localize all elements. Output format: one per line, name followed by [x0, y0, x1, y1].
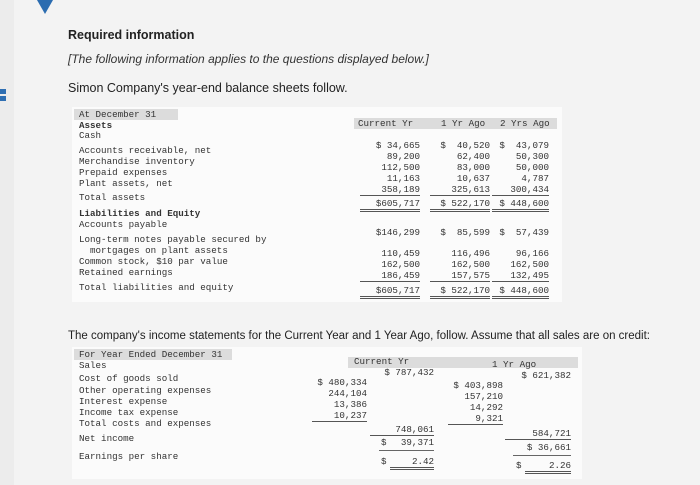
is-header-1yr: 1 Yr Ago — [492, 359, 537, 370]
bs-row-label: Accounts payable — [79, 219, 168, 230]
bs-row-label: Cash — [79, 130, 102, 141]
bs-row-label: Total assets — [79, 192, 146, 203]
bs-cell: 50,300 — [515, 151, 549, 162]
bs-cell: $ 448,600 — [492, 286, 549, 299]
bs-cell: 162,500 — [381, 259, 420, 270]
bs-cell: 96,166 — [515, 248, 549, 259]
bs-row-label: Merchandise inventory — [79, 156, 195, 167]
bs-cell: $ 448,600 — [492, 199, 549, 212]
bs-header-2yr: 2 Yrs Ago — [500, 118, 550, 129]
is-row-label: Other operating expenses — [79, 385, 212, 396]
bs-cell: $146,299 — [375, 227, 420, 238]
is-cell: 244,104 — [328, 388, 367, 399]
bs-cell: 10,637 — [456, 173, 490, 184]
bs-cell: 157,575 — [430, 271, 490, 282]
is-row-label: Total costs and expenses — [79, 418, 212, 429]
is-row-label: Interest expense — [79, 396, 168, 407]
is-cell: 14,292 — [469, 402, 503, 413]
is-cell: 2.26 — [525, 461, 571, 474]
is-cell: 2.42 — [390, 457, 434, 470]
is-cell: 10,237 — [312, 411, 367, 422]
bs-row-label: Total liabilities and equity — [79, 282, 234, 293]
bs-cell: 50,000 — [515, 162, 549, 173]
bs-cell: $ 43,079 — [499, 140, 549, 151]
is-cell-symbol: $ — [516, 460, 522, 471]
left-rail-marker — [0, 96, 6, 101]
bs-row-label: mortgages on plant assets — [90, 245, 228, 256]
is-cell-symbol: $ — [381, 437, 387, 448]
is-cell: 9,321 — [448, 414, 503, 425]
bookmark-icon[interactable] — [37, 0, 53, 14]
bs-cell: 162,500 — [451, 259, 490, 270]
is-cell: $ 403,898 — [453, 380, 503, 391]
bs-cell: 62,400 — [456, 151, 490, 162]
is-cell: 584,721 — [505, 429, 571, 440]
required-info-heading: Required information — [68, 28, 195, 42]
is-cell: 748,061 — [370, 425, 434, 436]
bs-cell: $ 522,170 — [430, 199, 490, 212]
bs-cell: 325,613 — [430, 185, 490, 196]
is-cell: 157,210 — [464, 391, 503, 402]
bs-cell: $605,717 — [360, 286, 420, 299]
info-note: [The following information applies to the questions displayed below.] — [68, 52, 429, 66]
is-cell: $ 787,432 — [384, 367, 434, 378]
bs-cell: 83,000 — [456, 162, 490, 173]
bs-cell: 112,500 — [381, 162, 420, 173]
bs-row-label: Accounts receivable, net — [79, 145, 212, 156]
bs-cell: 4,787 — [521, 173, 549, 184]
bs-row-label: Retained earnings — [79, 267, 173, 278]
bs-assets-heading: Assets — [79, 120, 113, 131]
balance-sheet-intro: Simon Company's year-end balance sheets follow. — [68, 81, 348, 95]
is-cell: $ 480,334 — [317, 377, 367, 388]
is-header-label: For Year Ended December 31 — [79, 349, 223, 360]
bs-row-label: Long-term notes payable secured by — [79, 234, 267, 245]
is-row-label: Income tax expense — [79, 407, 179, 418]
bs-cell: 186,459 — [360, 271, 420, 282]
bs-cell: $ 57,439 — [499, 227, 549, 238]
bs-cell: 116,496 — [451, 248, 490, 259]
bs-row-label: Prepaid expenses — [79, 167, 168, 178]
is-cell: 39,371 — [400, 437, 434, 448]
is-header-current: Current Yr — [354, 356, 410, 367]
left-rail — [0, 0, 14, 485]
bs-header-current: Current Yr — [358, 118, 414, 129]
bs-cell: $ 34,665 — [375, 140, 420, 151]
bs-cell: $ 85,599 — [440, 227, 490, 238]
is-row-label: Net income — [79, 433, 135, 444]
bs-cell: 132,495 — [492, 271, 549, 282]
bs-cell: 358,189 — [360, 185, 420, 196]
bs-header-label: At December 31 — [79, 109, 157, 120]
bs-cell: $605,717 — [360, 199, 420, 212]
bs-cell: 300,434 — [492, 185, 549, 196]
income-statement-intro: The company's income statements for the Current Year and 1 Year Ago, follow. Assume that all sales are on credit: — [68, 330, 650, 342]
bs-row-label: Common stock, $10 par value — [79, 256, 228, 267]
is-row-label: Sales — [79, 360, 107, 371]
is-rule — [513, 455, 571, 456]
bs-le-heading: Liabilities and Equity — [79, 208, 201, 219]
is-row-label: Earnings per share — [79, 451, 179, 462]
is-cell: $ 621,382 — [521, 370, 571, 381]
bs-row-label: Plant assets, net — [79, 178, 173, 189]
is-rule — [379, 450, 434, 451]
bs-header-1yr: 1 Yr Ago — [441, 118, 486, 129]
bs-cell: 11,163 — [386, 173, 420, 184]
is-cell: $ 36,661 — [526, 442, 571, 453]
bs-cell: $ 40,520 — [440, 140, 490, 151]
is-cell: 13,386 — [333, 399, 367, 410]
is-cell-symbol: $ — [381, 456, 387, 467]
bs-cell: 110,459 — [381, 248, 420, 259]
left-rail-marker — [0, 89, 6, 94]
bs-cell: $ 522,170 — [430, 286, 490, 299]
is-row-label: Cost of goods sold — [79, 373, 179, 384]
bs-cell: 162,500 — [510, 259, 549, 270]
bs-cell: 89,200 — [386, 151, 420, 162]
